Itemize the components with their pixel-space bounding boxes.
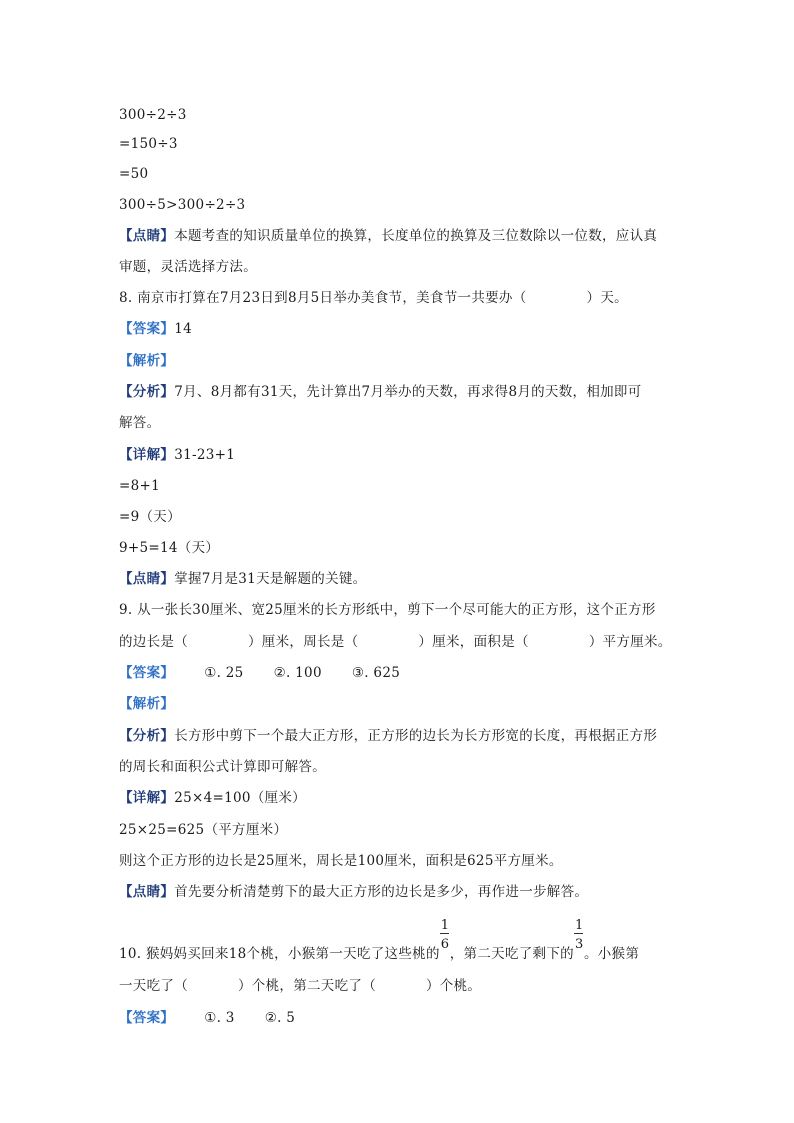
stem-text: 10. 猴妈妈买回来18个桃，小猴第一天吃了这些桃的 xyxy=(119,946,440,962)
answer-value: ①. 25 xyxy=(204,665,244,681)
fenxi-line xyxy=(119,382,642,402)
stem-text: ）天。 xyxy=(586,290,628,306)
question-10-stem xyxy=(119,918,640,964)
fenxi-text: 的周长和面积公式计算即可解答。 xyxy=(119,759,326,775)
answer-line xyxy=(119,319,192,339)
dianjing-line xyxy=(119,569,366,589)
calc-line xyxy=(119,164,148,184)
fraction-denominator: 3 xyxy=(574,937,584,952)
stem-text: ）厘米，面积是（ xyxy=(418,634,529,650)
stem-text: 一天吃了（ xyxy=(119,978,188,994)
answer-value: ②. 100 xyxy=(273,665,322,681)
fraction-denominator: 6 xyxy=(440,937,450,952)
xiangjie-tag: 【详解】 xyxy=(119,447,175,463)
xiangjie-line xyxy=(119,507,181,527)
dianjing-line xyxy=(119,226,657,246)
question-10-stem xyxy=(119,976,481,996)
calc-text: =50 xyxy=(119,166,149,182)
jiexi-line xyxy=(119,351,174,371)
answer-value: ②. 5 xyxy=(264,1010,296,1026)
xiangjie-line xyxy=(119,538,219,558)
calc-line xyxy=(119,105,187,125)
xiangjie-line xyxy=(119,788,306,808)
stem-text: 9. 从一张长30厘米、宽25厘米的长方形纸中，剪下一个尽可能大的正方形，这个正方形 xyxy=(119,602,656,618)
dianjing-tag: 【点睛】 xyxy=(119,884,175,900)
calc-text: =150÷3 xyxy=(119,136,178,152)
fraction xyxy=(440,918,450,964)
question-9-stem xyxy=(119,632,672,652)
fraction-bar xyxy=(440,933,449,934)
fraction xyxy=(574,918,584,964)
fraction-bar xyxy=(574,933,583,934)
xiangjie-text: 25×4=100（厘米） xyxy=(174,790,306,806)
fenxi-text: 解答。 xyxy=(119,415,161,431)
xiangjie-line xyxy=(119,851,563,871)
question-9-stem xyxy=(119,600,656,620)
dianjing-line xyxy=(119,882,588,902)
xiangjie-text: 9+5=14（天） xyxy=(119,540,220,556)
fraction-numerator: 1 xyxy=(440,918,450,933)
answer-value: ①. 3 xyxy=(204,1010,235,1026)
stem-text: ）厘米，周长是（ xyxy=(248,634,359,650)
stem-text: 8. 南京市打算在7月23日到8月5日举办美食节，美食节一共要办（ xyxy=(119,290,527,306)
jiexi-tag: 【解析】 xyxy=(119,353,175,369)
fenxi-line xyxy=(119,757,326,777)
dianjing-text: 本题考查的知识质量单位的换算，长度单位的换算及三位数除以一位数，应认真 xyxy=(174,228,658,244)
fenxi-text: 长方形中剪下一个最大正方形，正方形的边长为长方形宽的长度，再根据正方形 xyxy=(174,728,658,744)
dianjing-tag: 【点睛】 xyxy=(119,571,175,587)
fraction-numerator: 1 xyxy=(574,918,584,933)
answer-line xyxy=(119,1008,295,1028)
answer-line xyxy=(119,663,400,683)
calc-line xyxy=(119,195,245,215)
stem-text: ）平方厘米。 xyxy=(588,634,672,650)
answer-value: 14 xyxy=(174,321,192,337)
dianjing-text: 掌握7月是31天是解题的关键。 xyxy=(174,571,367,587)
answer-value: ③. 625 xyxy=(351,665,401,681)
dianjing-tag: 【点睛】 xyxy=(119,228,175,244)
xiangjie-line xyxy=(119,476,160,496)
xiangjie-line xyxy=(119,820,287,840)
fenxi-line xyxy=(119,413,160,433)
xiangjie-text: =8+1 xyxy=(119,478,161,494)
fenxi-tag: 【分析】 xyxy=(119,728,175,744)
stem-text: 的边长是（ xyxy=(119,634,188,650)
answer-tag: 【答案】 xyxy=(119,665,175,681)
fenxi-text: 7月、8月都有31天，先计算出7月举办的天数，再求得8月的天数，相加即可 xyxy=(174,384,642,400)
stem-text: ）个桃，第二天吃了（ xyxy=(238,978,376,994)
xiangjie-text: 31-23+1 xyxy=(174,447,236,463)
calc-text: 300÷5>300÷2÷3 xyxy=(119,197,246,213)
dianjing-line xyxy=(119,257,257,277)
answer-tag: 【答案】 xyxy=(119,1010,175,1026)
jiexi-line xyxy=(119,694,174,714)
xiangjie-text: =9（天） xyxy=(119,509,181,525)
xiangjie-line xyxy=(119,445,235,465)
calc-text: 300÷2÷3 xyxy=(119,107,187,123)
xiangjie-text: 则这个正方形的边长是25厘米，周长是100厘米，面积是625平方厘米。 xyxy=(119,853,563,869)
answer-tag: 【答案】 xyxy=(119,321,175,337)
xiangjie-text: 25×25=625（平方厘米） xyxy=(119,822,288,838)
fenxi-tag: 【分析】 xyxy=(119,384,175,400)
xiangjie-tag: 【详解】 xyxy=(119,790,175,806)
stem-text: ，第二天吃了剩下的 xyxy=(449,946,574,962)
dianjing-text: 审题，灵活选择方法。 xyxy=(119,259,257,275)
jiexi-tag: 【解析】 xyxy=(119,696,175,712)
fenxi-line xyxy=(119,726,657,746)
calc-line xyxy=(119,134,178,154)
stem-text: 。小猴第 xyxy=(583,946,640,962)
dianjing-text: 首先要分析清楚剪下的最大正方形的边长是多少，再作进一步解答。 xyxy=(174,884,589,900)
question-8-stem xyxy=(119,288,628,308)
stem-text: ）个桃。 xyxy=(426,978,482,994)
